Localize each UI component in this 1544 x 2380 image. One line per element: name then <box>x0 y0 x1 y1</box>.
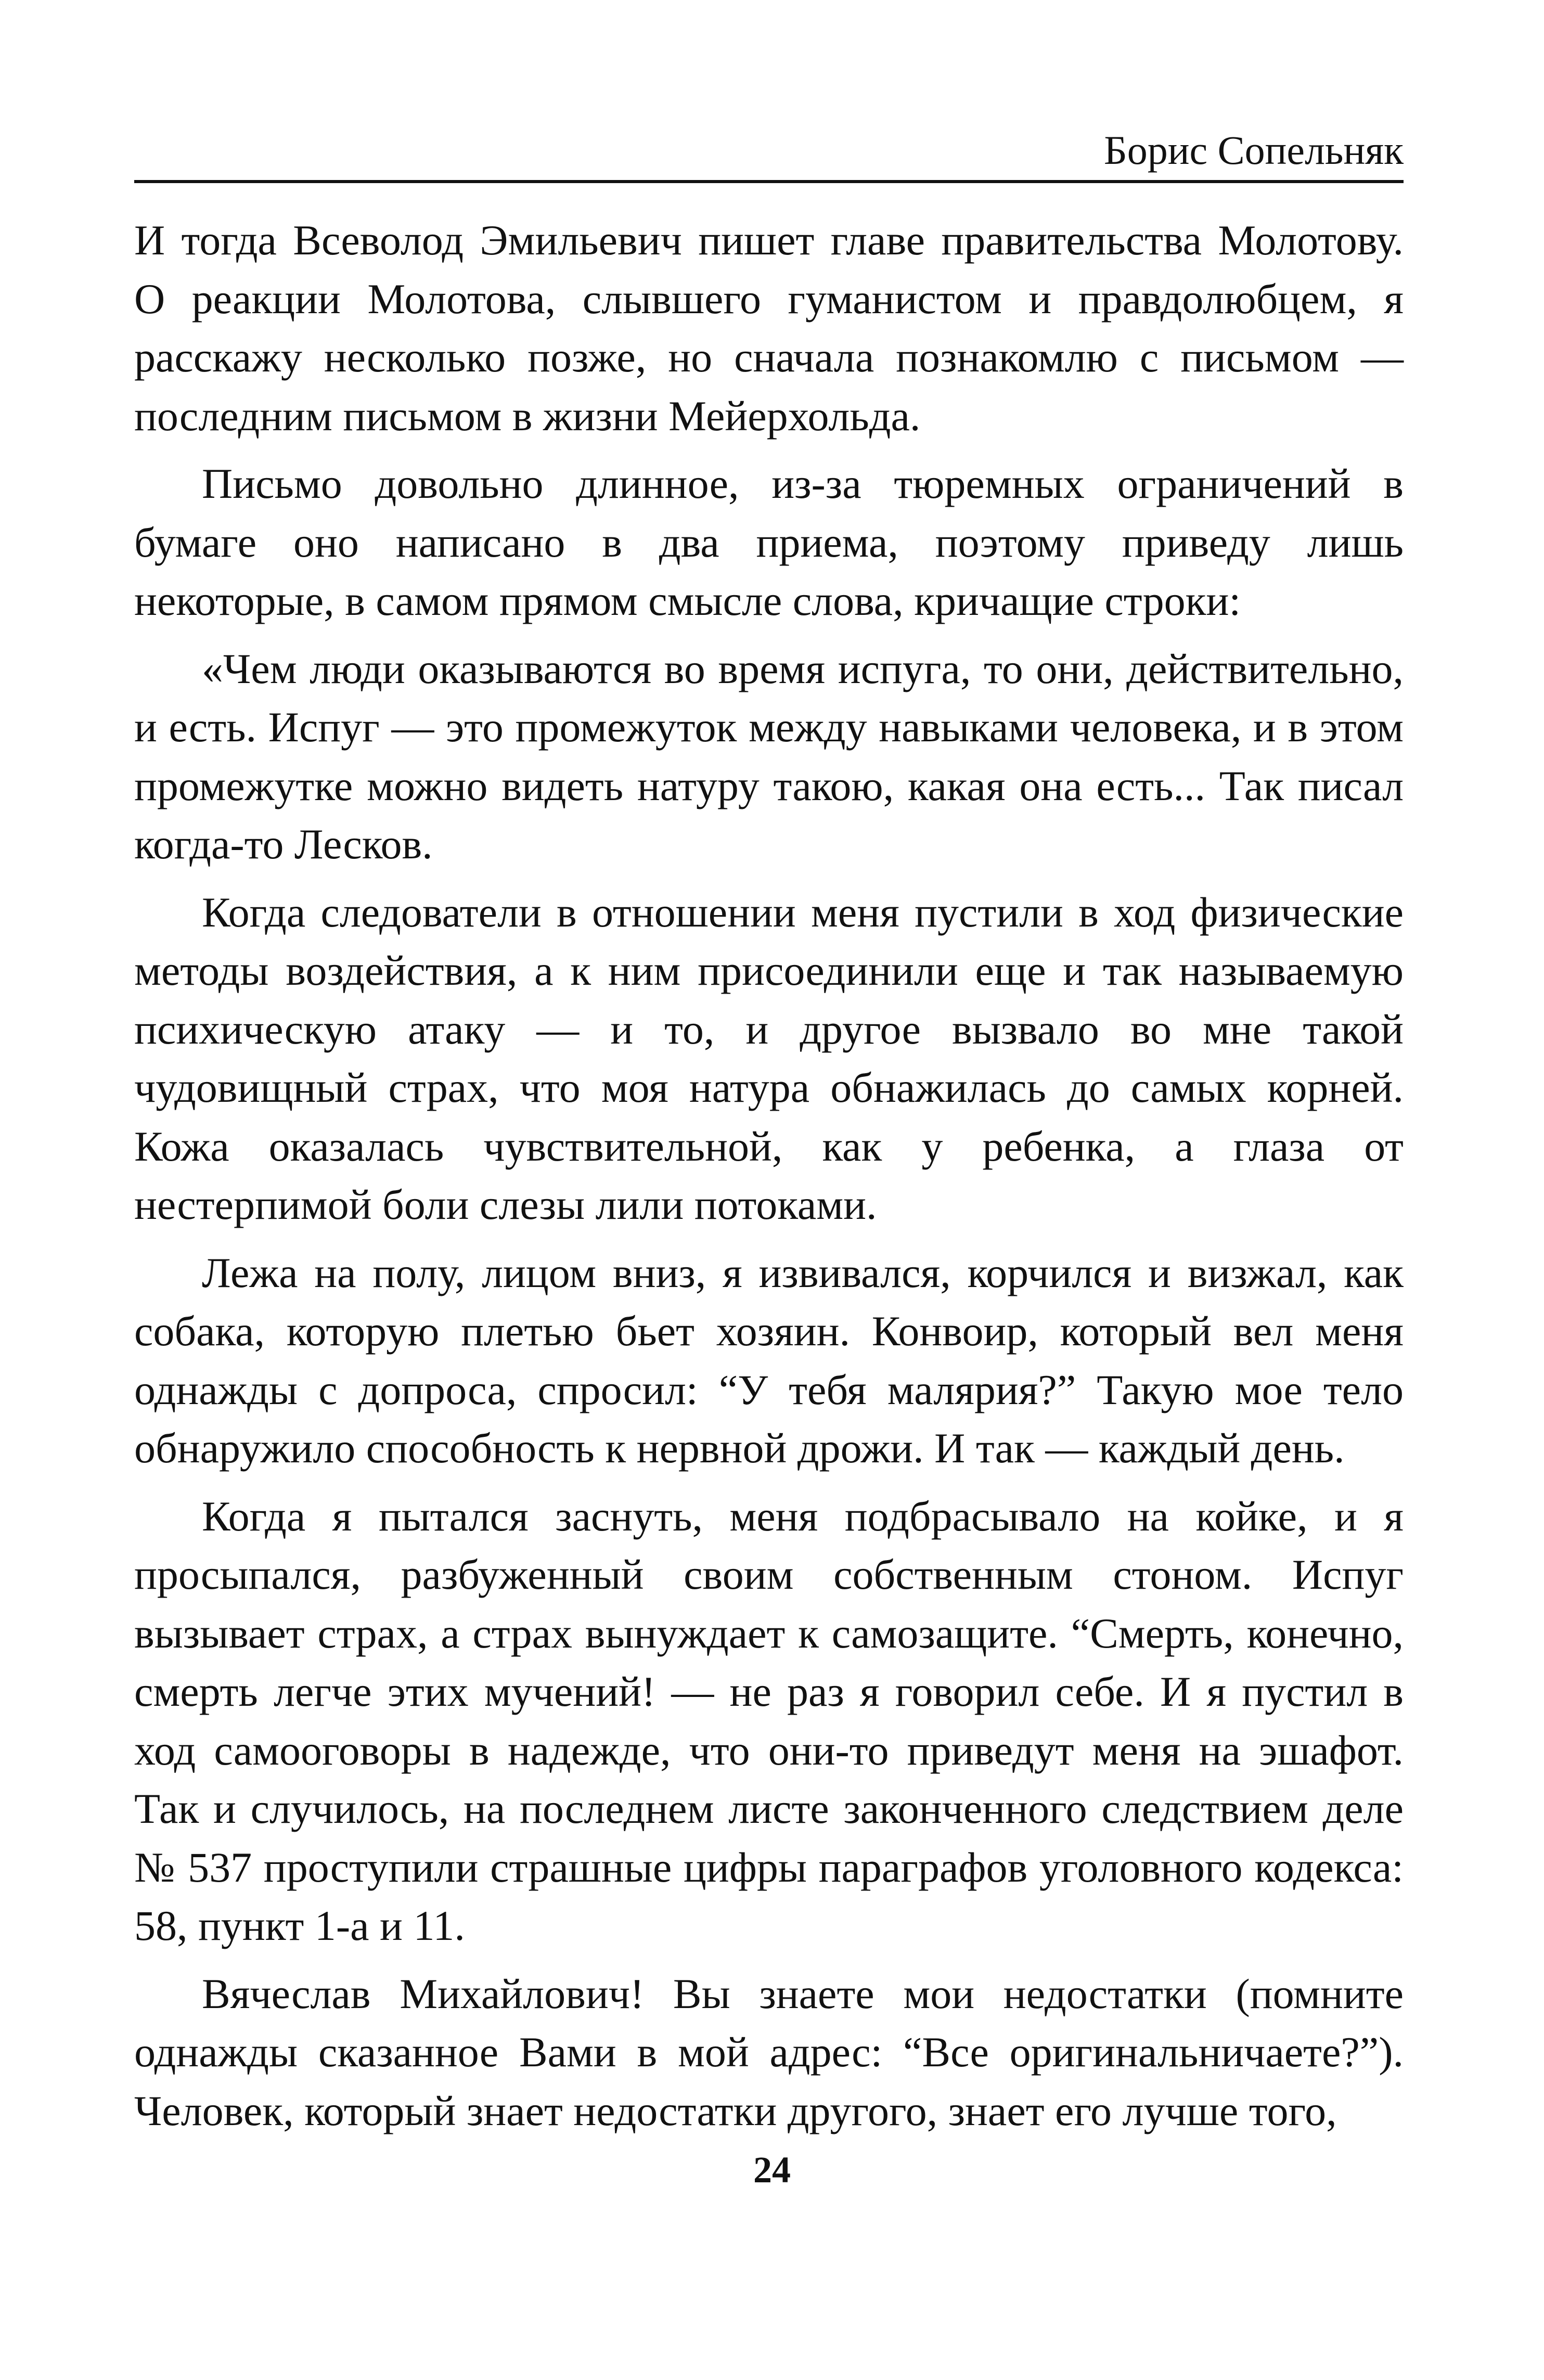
quoted-paragraph: «Чем люди оказываются во время испуга, то они, действительно, и есть. Испуг — это промежуток между навыками человека, и в этом промежутке можно видеть натуру такою, какая она есть... Так писал когда-то Лесков. <box>134 645 1404 868</box>
quoted-paragraph: Лежа на полу, лицом вниз, я извивался, корчился и визжал, как собака, которую плетью бьет хозяин. Конвоир, который вел меня однажды с допроса, спросил: “У тебя малярия?” Такую мое тело обнаружило способность к нервной дрожи. И так — каждый день. <box>134 1249 1404 1472</box>
paragraph: Письмо довольно длинное, из-за тюремных ограничений в бумаге оно написано в два приема, поэтому приведу лишь некоторые, в самом прямом смысле слова, кричащие строки: <box>134 460 1404 624</box>
paragraph: И тогда Всеволод Эмильевич пишет главе правительства Молотову. О реакции Молотова, слывшего гуманистом и правдолюбцем, я расскажу несколько позже, но сначала познакомлю с письмом — последним письмом в жизни Мейерхольда. <box>134 216 1404 440</box>
running-header <box>134 127 1404 183</box>
quoted-paragraph: Вячеслав Михайлович! Вы знаете мои недостатки (помните однажды сказанное Вами в мой адрес: “Все оригинальничаете?”). Человек, который знает недостатки другого, знает его лучше того, <box>134 1970 1404 2134</box>
quoted-paragraph: Когда я пытался заснуть, меня подбрасывало на койке, и я просыпался, разбуженный своим собственным стоном. Испуг вызывает страх, а страх вынуждает к самозащите. “Смерть, конечно, смерть легче этих мучений! — не раз я говорил себе. И я пустил в ход самооговоры в надежде, что они-то приведут меня на эшафот. Так и случилось, на последнем листе законченного следствием деле № 537 проступили страшные цифры параграфов уголовного кодекса: 58, пункт 1-а и 11. <box>134 1492 1404 1949</box>
body-text <box>134 211 1404 2140</box>
page-number: 24 <box>753 2149 791 2191</box>
quoted-paragraph: Когда следователи в отношении меня пустили в ход физические методы воздействия, а к ним присоединили еще и так называемую психическую атаку — и то, и другое вызвало во мне такой чудовищный страх, что моя натура обнажилась до самых корней. Кожа оказалась чувствительной, как у ребенка, а глаза от нестерпимой боли слезы лили потоками. <box>134 888 1404 1228</box>
running-title: Борис Сопельняк <box>1103 127 1404 173</box>
book-page <box>134 127 1404 2150</box>
